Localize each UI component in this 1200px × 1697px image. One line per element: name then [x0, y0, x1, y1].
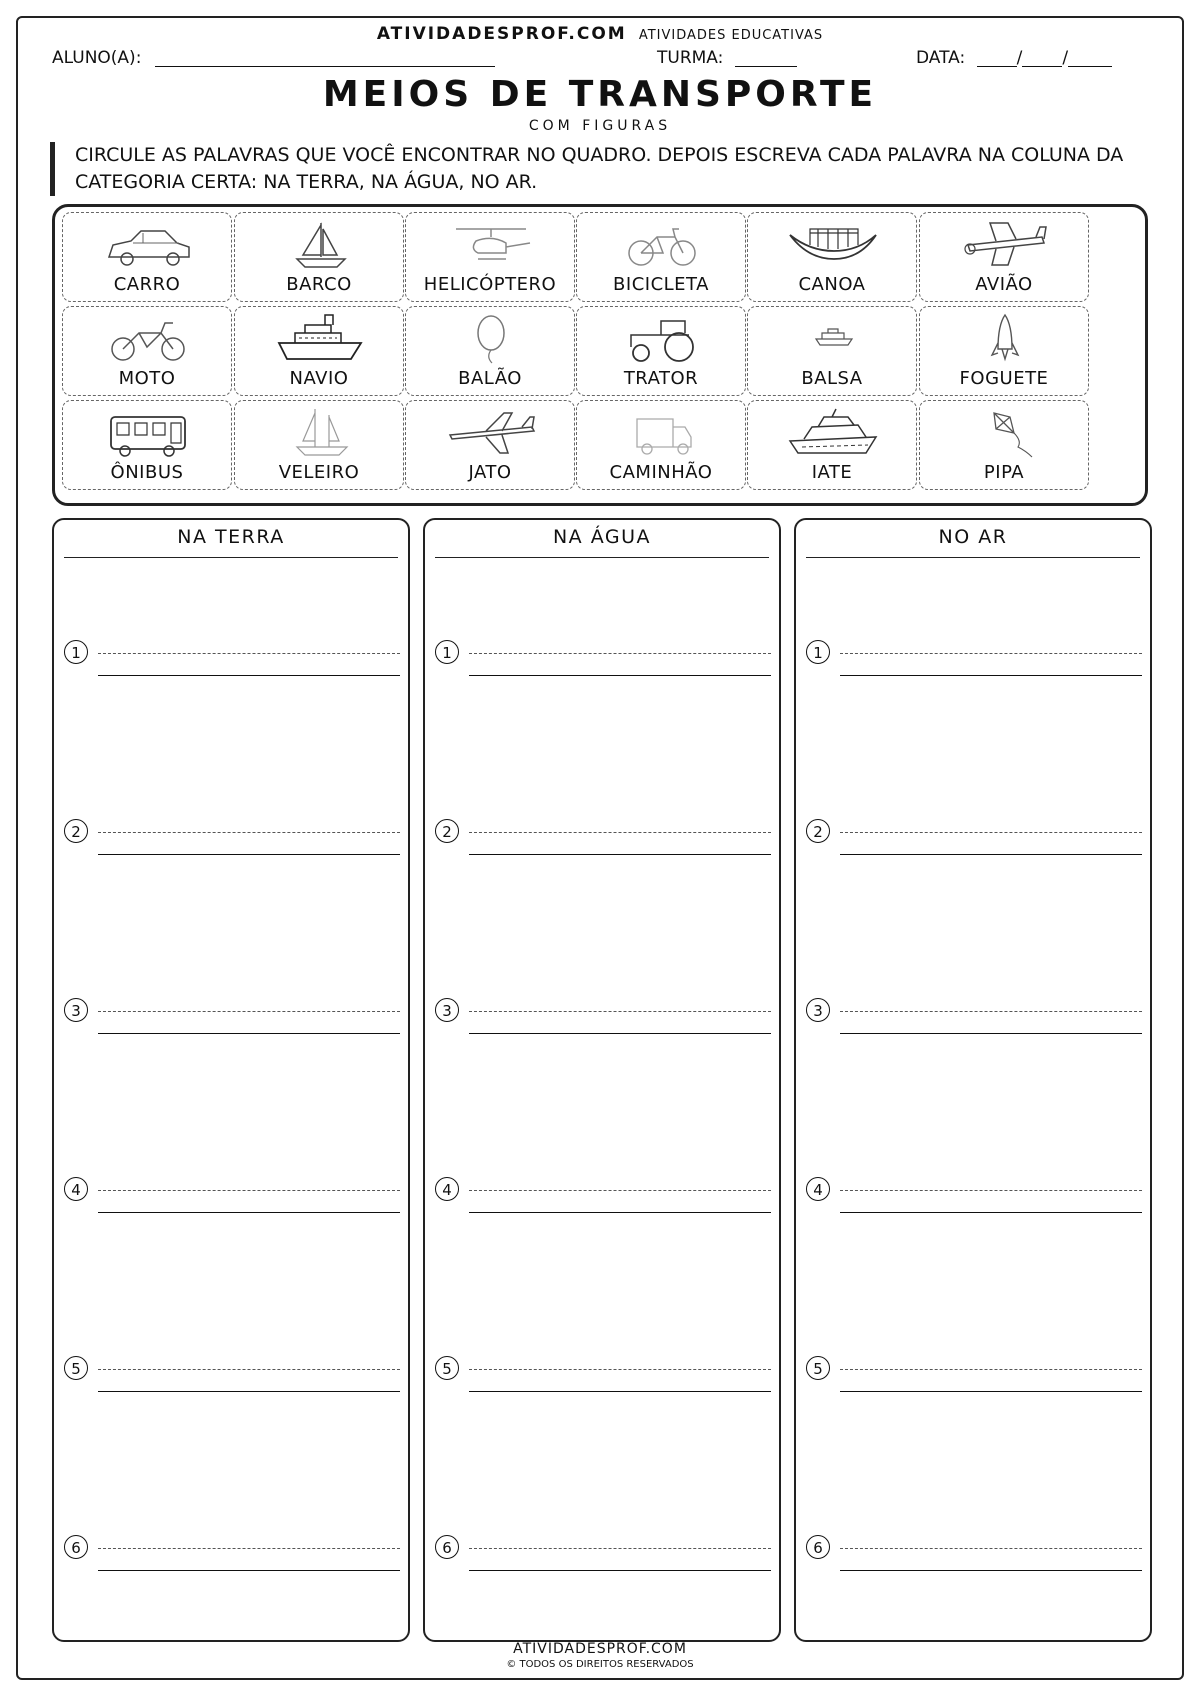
- row-number: 1: [64, 640, 88, 664]
- vehicle-label: BARCO: [286, 274, 352, 295]
- row-number: 3: [435, 998, 459, 1022]
- airplane-icon: [960, 219, 1050, 271]
- row-number: 2: [806, 819, 830, 843]
- vehicle-label: CANOA: [798, 274, 866, 295]
- answer-line[interactable]: [469, 675, 771, 676]
- car-icon: [103, 219, 193, 271]
- row-number: 3: [806, 998, 830, 1022]
- vehicle-label: ÔNIBUS: [110, 462, 184, 483]
- student-fields: [52, 48, 1148, 74]
- vehicle-card[interactable]: [405, 400, 575, 490]
- vehicle-card[interactable]: [747, 306, 917, 396]
- row-number: 5: [806, 1356, 830, 1380]
- helicopter-icon: [446, 219, 536, 271]
- answer-row[interactable]: [804, 1177, 1142, 1217]
- answer-row[interactable]: [433, 1535, 771, 1575]
- answer-line[interactable]: [98, 1391, 400, 1392]
- dashed-line: [469, 653, 771, 654]
- truck-icon: [617, 407, 707, 459]
- site-tagline: ATIVIDADES EDUCATIVAS: [638, 28, 824, 43]
- date-month-line[interactable]: [1022, 48, 1062, 67]
- vehicle-card[interactable]: [576, 212, 746, 302]
- vehicle-grid: [52, 204, 1148, 506]
- answer-line[interactable]: [840, 1212, 1142, 1213]
- dashed-line: [98, 1011, 400, 1012]
- row-number: 1: [806, 640, 830, 664]
- answer-line[interactable]: [840, 1391, 1142, 1392]
- date-field[interactable]: DATA: / /: [916, 48, 1112, 68]
- answer-line[interactable]: [98, 854, 400, 855]
- column-divider: [64, 557, 398, 558]
- row-number: 5: [64, 1356, 88, 1380]
- dashed-line: [98, 653, 400, 654]
- vehicle-label: JATO: [468, 462, 512, 483]
- dashed-line: [840, 1190, 1142, 1191]
- row-number: 4: [435, 1177, 459, 1201]
- vehicle-label: IATE: [811, 462, 853, 483]
- answer-line[interactable]: [469, 1570, 771, 1571]
- dashed-line: [840, 1011, 1142, 1012]
- answer-row[interactable]: [804, 819, 1142, 859]
- student-label: ALUNO(A):: [52, 48, 142, 68]
- vehicle-card[interactable]: [919, 212, 1089, 302]
- answer-row[interactable]: [433, 998, 771, 1038]
- ship-icon: [275, 313, 365, 365]
- dashed-line: [98, 1548, 400, 1549]
- answer-row[interactable]: [62, 1356, 400, 1396]
- vehicle-card[interactable]: [234, 212, 404, 302]
- answer-row[interactable]: [433, 640, 771, 680]
- page-footer: [0, 1641, 1200, 1670]
- dashed-line: [469, 1548, 771, 1549]
- column-water: [423, 518, 781, 1642]
- dashed-line: [469, 1011, 771, 1012]
- dashed-line: [98, 1190, 400, 1191]
- motorcycle-icon: [103, 313, 193, 365]
- vehicle-card[interactable]: [747, 212, 917, 302]
- dashed-line: [98, 832, 400, 833]
- kite-icon: [960, 407, 1050, 459]
- ferry-icon: [788, 313, 878, 365]
- footer-rights: © TODOS OS DIREITOS RESERVADOS: [506, 1659, 694, 1670]
- answer-line[interactable]: [469, 854, 771, 855]
- answer-row[interactable]: [804, 1535, 1142, 1575]
- row-number: 6: [806, 1535, 830, 1559]
- column-divider: [806, 557, 1140, 558]
- site-name: ATIVIDADESPROF.COM: [376, 24, 627, 44]
- class-line[interactable]: [735, 48, 797, 67]
- footer-site: ATIVIDADESPROF.COM: [513, 1641, 687, 1657]
- answer-line[interactable]: [840, 854, 1142, 855]
- vehicle-card[interactable]: [405, 212, 575, 302]
- answer-line[interactable]: [469, 1391, 771, 1392]
- vehicle-card[interactable]: [919, 400, 1089, 490]
- answer-row[interactable]: [433, 1356, 771, 1396]
- vehicle-card[interactable]: [576, 306, 746, 396]
- date-year-line[interactable]: [1068, 48, 1112, 67]
- date-label: DATA:: [916, 48, 966, 68]
- sailboat-icon: [275, 219, 365, 271]
- column-title: NA ÁGUA: [552, 526, 652, 548]
- row-number: 2: [64, 819, 88, 843]
- canoe-icon: [788, 219, 878, 271]
- dashed-line: [840, 1369, 1142, 1370]
- student-field[interactable]: [52, 48, 495, 68]
- answer-row[interactable]: [62, 1177, 400, 1217]
- tractor-icon: [617, 313, 707, 365]
- dashed-line: [469, 1190, 771, 1191]
- answer-row[interactable]: [62, 1535, 400, 1575]
- vehicle-label: CAMINHÃO: [609, 462, 713, 483]
- row-number: 2: [435, 819, 459, 843]
- answer-line[interactable]: [840, 1570, 1142, 1571]
- dashed-line: [98, 1369, 400, 1370]
- date-day-line[interactable]: [977, 48, 1017, 67]
- answer-row[interactable]: [804, 1356, 1142, 1396]
- answer-line[interactable]: [469, 1212, 771, 1213]
- answer-row[interactable]: [62, 819, 400, 859]
- vehicle-label: NAVIO: [289, 368, 349, 389]
- column-title: NO AR: [938, 526, 1008, 548]
- yacht-icon: [788, 407, 878, 459]
- dashed-line: [469, 1369, 771, 1370]
- vehicle-label: VELEIRO: [278, 462, 360, 483]
- class-field[interactable]: [657, 48, 797, 68]
- jet-icon: [446, 407, 536, 459]
- answer-row[interactable]: [804, 640, 1142, 680]
- answer-row[interactable]: [433, 1177, 771, 1217]
- column-air: [794, 518, 1152, 1642]
- vehicle-label: PIPA: [983, 462, 1025, 483]
- page-title: MEIOS DE TRANSPORTE: [322, 74, 878, 115]
- rocket-icon: [960, 313, 1050, 365]
- dashed-line: [840, 1548, 1142, 1549]
- vehicle-label: TRATOR: [623, 368, 699, 389]
- row-number: 4: [64, 1177, 88, 1201]
- column-land: [52, 518, 410, 1642]
- vehicle-card[interactable]: [234, 400, 404, 490]
- answer-row[interactable]: [62, 998, 400, 1038]
- answer-row[interactable]: [433, 819, 771, 859]
- vehicle-label: HELICÓPTERO: [423, 274, 557, 295]
- bicycle-icon: [617, 219, 707, 271]
- sailing-ship-icon: [275, 407, 365, 459]
- vehicle-label: MOTO: [118, 368, 176, 389]
- class-label: TURMA:: [657, 48, 724, 68]
- answer-line[interactable]: [98, 1570, 400, 1571]
- vehicle-card[interactable]: [234, 306, 404, 396]
- answer-line[interactable]: [469, 1033, 771, 1034]
- site-header: [0, 24, 1200, 44]
- answer-line[interactable]: [840, 1033, 1142, 1034]
- dashed-line: [469, 832, 771, 833]
- student-name-line[interactable]: [155, 48, 495, 67]
- vehicle-label: FOGUETE: [959, 368, 1049, 389]
- row-number: 5: [435, 1356, 459, 1380]
- row-number: 1: [435, 640, 459, 664]
- vehicle-card[interactable]: [747, 400, 917, 490]
- vehicle-label: BALSA: [801, 368, 863, 389]
- answer-line[interactable]: [98, 675, 400, 676]
- row-number: 6: [435, 1535, 459, 1559]
- instructions: CIRCULE AS PALAVRAS QUE VOCÊ ENCONTRAR NO QUADRO. DEPOIS ESCREVA CADA PALAVRA NA COLUNA DA CATEGORIA CERTA: NA TERRA, NA ÁGUA, NO AR.: [50, 142, 1140, 196]
- vehicle-card[interactable]: [576, 400, 746, 490]
- balloon-icon: [446, 313, 536, 365]
- vehicle-card[interactable]: [62, 400, 232, 490]
- column-divider: [435, 557, 769, 558]
- row-number: 6: [64, 1535, 88, 1559]
- bus-icon: [103, 407, 193, 459]
- vehicle-label: BICICLETA: [613, 274, 709, 295]
- column-title: NA TERRA: [177, 526, 285, 548]
- page-subtitle: COM FIGURAS: [528, 118, 672, 134]
- vehicle-label: AVIÃO: [975, 274, 1033, 295]
- answer-line[interactable]: [98, 1212, 400, 1213]
- dashed-line: [840, 653, 1142, 654]
- vehicle-label: CARRO: [113, 274, 181, 295]
- row-number: 3: [64, 998, 88, 1022]
- vehicle-label: BALÃO: [458, 368, 522, 389]
- answer-row[interactable]: [804, 998, 1142, 1038]
- vehicle-card[interactable]: [62, 212, 232, 302]
- dashed-line: [840, 832, 1142, 833]
- row-number: 4: [806, 1177, 830, 1201]
- vehicle-card[interactable]: [919, 306, 1089, 396]
- vehicle-card[interactable]: [405, 306, 575, 396]
- answer-line[interactable]: [98, 1033, 400, 1034]
- vehicle-card[interactable]: [62, 306, 232, 396]
- answer-row[interactable]: [62, 640, 400, 680]
- answer-line[interactable]: [840, 675, 1142, 676]
